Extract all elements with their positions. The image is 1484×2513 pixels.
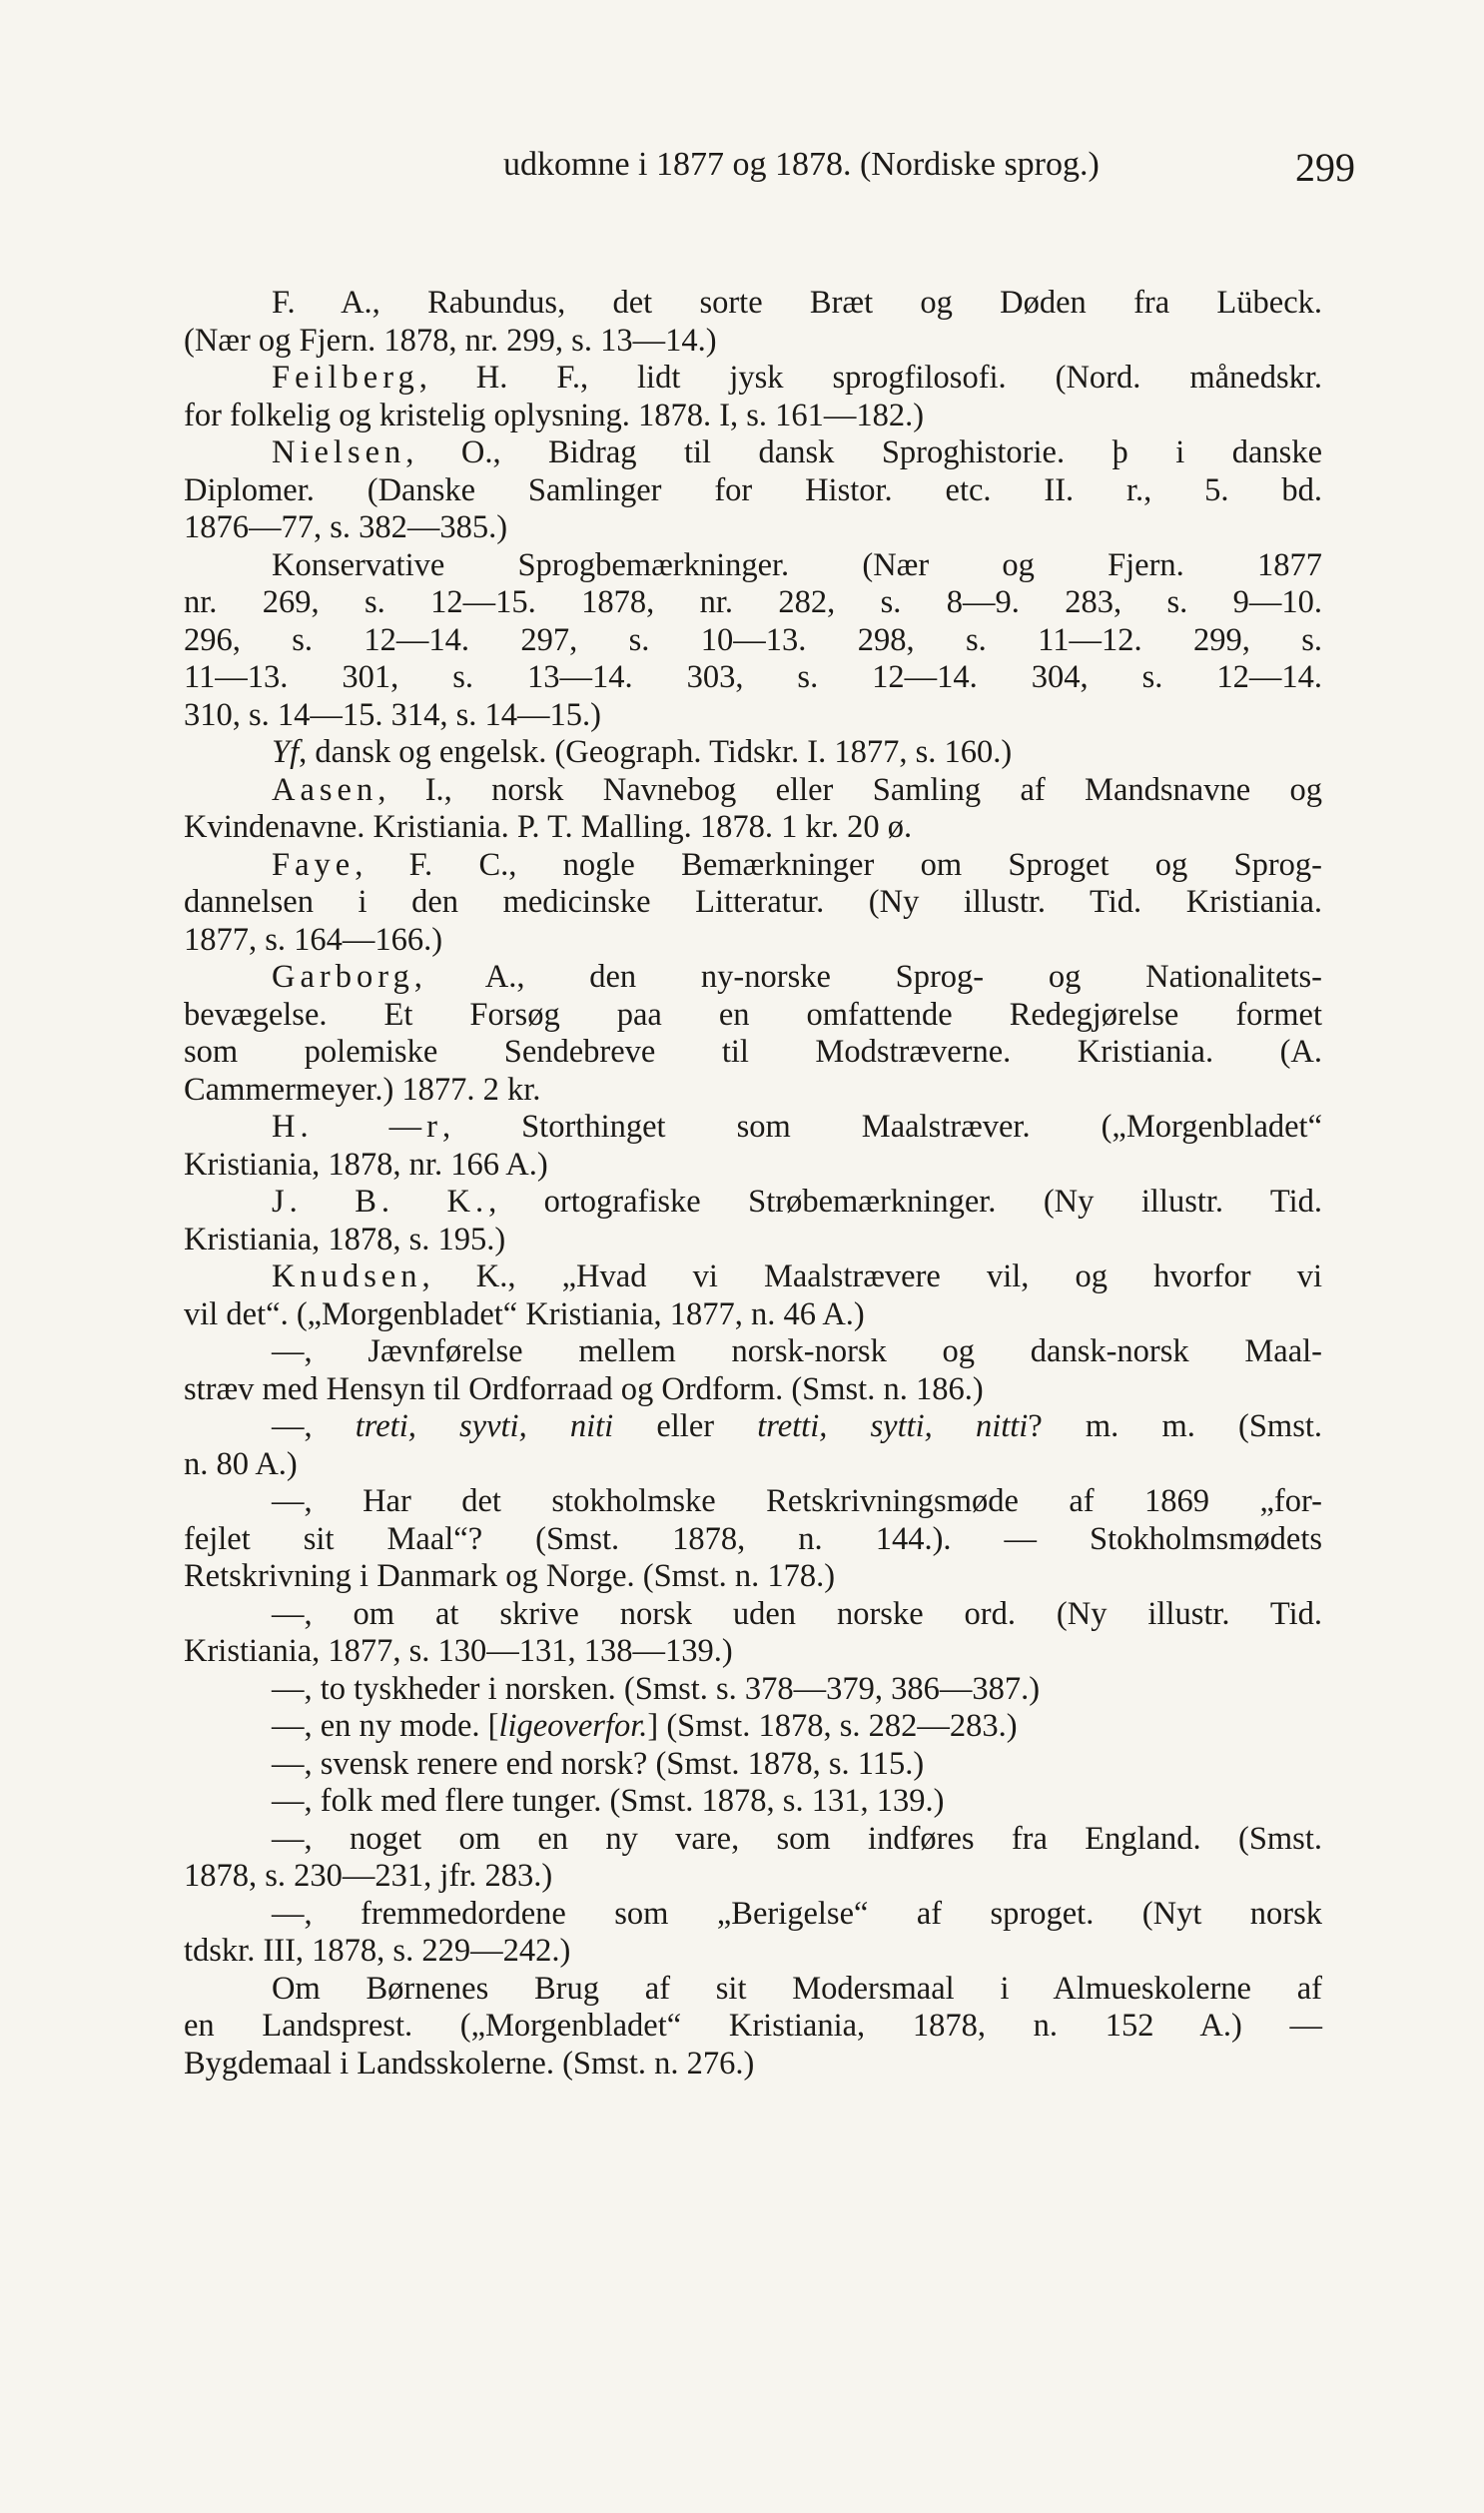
text-line (184, 1596, 1322, 1634)
text-line (184, 1558, 1322, 1596)
text-segment: Kvindenavne. Kristiania. P. T. Malling. 1878. 1 kr. 20 ø. (184, 809, 913, 845)
text-line (184, 323, 1322, 361)
text-segment: —, svensk renere end norsk? (Smst. 1878, s. 115.) (272, 1745, 925, 1782)
text-segment: 1876—77, s. 382—385.) (184, 509, 508, 545)
text-segment: , F. C., nogle Bemærkninger om Sproget og Sprog- (355, 846, 1322, 883)
text-segment: 1877, s. 164—166.) (184, 921, 443, 958)
text-line (184, 922, 1322, 960)
text-segment: fejlet sit Maal“? (Smst. 1878, n. 144.). — Stokholmsmødets (184, 1520, 1322, 1557)
text-segment: —, en ny mode. [ (272, 1708, 499, 1744)
text-segment: vil det“. („Morgenbladet“ Kristiania, 1877, n. 46 A.) (184, 1295, 865, 1332)
page-header (184, 146, 1355, 202)
text-segment: —, Har det stokholmske Retskrivningsmøde af 1869 „for- (272, 1483, 1322, 1519)
text-segment: Om Børnenes Brug af sit Modersmaal i Almueskolerne af (272, 1970, 1322, 2007)
text-segment: —, (272, 1408, 356, 1444)
text-segment: , dansk og engelsk. (Geograph. Tidskr. I. 1877, s. 160.) (299, 734, 1013, 770)
text-line (184, 1446, 1322, 1484)
text-line (184, 1521, 1322, 1559)
text-segment: Kristiania, 1878, nr. 166 A.) (184, 1146, 548, 1183)
author-name: Garborg (272, 959, 414, 995)
text-segment: 11—13. 301, s. 13—14. 303, s. 12—14. 304, s. 12—14. (184, 659, 1322, 695)
text-line (184, 997, 1322, 1035)
text-line (184, 360, 1322, 398)
author-name: Aasen (272, 771, 378, 808)
text-segment: nr. 269, s. 12—15. 1878, nr. 282, s. 8—9. 283, s. 9—10. (184, 584, 1322, 620)
text-segment: —, fremmedordene som „Berigelse“ af sproget. (Nyt norsk (272, 1895, 1322, 1932)
page-number: 299 (1295, 145, 1355, 190)
text-segment: Bygdemaal i Landsskolerne. (Smst. n. 276.) (184, 2045, 755, 2082)
text-line (184, 1258, 1322, 1296)
text-line (184, 1371, 1322, 1409)
author-name: Nielsen (272, 434, 406, 470)
text-segment: som polemiske Sendebreve til Modstræverne. Kristiania. (A. (184, 1034, 1322, 1070)
text-segment: Diplomer. (Danske Samlinger for Histor. etc. II. r., 5. bd. (184, 471, 1322, 508)
text-line (184, 509, 1322, 547)
text-line (184, 847, 1322, 885)
text-line (184, 1333, 1322, 1371)
text-line (184, 1971, 1322, 2009)
text-segment: eller (613, 1408, 758, 1444)
text-line (184, 1483, 1322, 1521)
text-segment: 296, s. 12—14. 297, s. 10—13. 298, s. 11—12. 299, s. (184, 621, 1322, 658)
text-segment: (Nær og Fjern. 1878, nr. 299, s. 13—14.) (184, 322, 717, 359)
text-line (184, 1147, 1322, 1185)
text-line (184, 1222, 1322, 1259)
text-segment: Kristiania, 1877, s. 130—131, 138—139.) (184, 1633, 733, 1669)
text-segment: 310, s. 14—15. 314, s. 14—15.) (184, 696, 601, 733)
text-line (184, 398, 1322, 435)
text-segment: ] (Smst. 1878, s. 282—283.) (647, 1708, 1018, 1744)
text-line (184, 584, 1322, 622)
text-line (184, 734, 1322, 772)
text-segment: , H. F., lidt jysk sprogfilosofi. (Nord. månedskr. (418, 360, 1322, 396)
text-segment: , I., norsk Navnebog eller Samling af Mandsnavne og (377, 771, 1322, 808)
running-title: udkomne i 1877 og 1878. (Nordiske sprog.) (503, 146, 1100, 183)
text-segment: stræv med Hensyn til Ordforraad og Ordform. (Smst. n. 186.) (184, 1370, 984, 1407)
text-segment: Cammermeyer.) 1877. 2 kr. (184, 1071, 541, 1108)
text-line (184, 1746, 1322, 1784)
text-segment: tdskr. III, 1878, s. 229—242.) (184, 1933, 571, 1969)
italic-text: ligeoverfor. (498, 1708, 648, 1744)
text-line (184, 884, 1322, 922)
text-line (184, 1896, 1322, 1934)
text-segment: Retskrivning i Danmark og Norge. (Smst. n. 178.) (184, 1558, 836, 1594)
italic-text: tretti, sytti, nitti (757, 1408, 1029, 1444)
text-segment: for folkelig og kristelig oplysning. 1878. I, s. 161—182.) (184, 397, 925, 433)
text-line (184, 1034, 1322, 1072)
text-segment: Konservative Sprogbemærkninger. (Nær og Fjern. 1877 (272, 546, 1322, 583)
text-line (184, 1633, 1322, 1671)
text-line (184, 1184, 1322, 1222)
text-line (184, 1933, 1322, 1971)
text-segment: , K., „Hvad vi Maalstrævere vil, og hvorfor vi (421, 1258, 1322, 1294)
text-line (184, 622, 1322, 660)
text-line (184, 772, 1322, 810)
text-line (184, 1821, 1322, 1859)
text-segment: , A., den ny-norske Sprog- og Nationalitets- (413, 959, 1322, 995)
text-segment: —, Jævnførelse mellem norsk-norsk og dansk-norsk Maal- (272, 1333, 1322, 1369)
text-segment: —, folk med flere tunger. (Smst. 1878, s. 131, 139.) (272, 1783, 945, 1819)
text-line (184, 1783, 1322, 1821)
text-segment: dannelsen i den medicinske Litteratur. (Ny illustr. Tid. Kristiania. (184, 884, 1322, 920)
text-line (184, 697, 1322, 735)
text-line (184, 547, 1322, 585)
text-segment: , ortografiske Strøbemærkninger. (Ny illustr. Tid. (488, 1184, 1323, 1220)
text-segment: ? m. m. (Smst. (1028, 1408, 1323, 1444)
text-line (184, 1072, 1322, 1110)
text-segment: Kristiania, 1878, s. 195.) (184, 1221, 506, 1257)
text-line (184, 434, 1322, 472)
text-line (184, 472, 1322, 510)
text-line (184, 1296, 1322, 1334)
text-line (184, 1109, 1322, 1147)
italic-text: treti, syvti, niti (355, 1408, 614, 1444)
text-line (184, 285, 1322, 323)
text-line (184, 809, 1322, 847)
text-segment: —, to tyskheder i norsken. (Smst. s. 378—379, 386—387.) (272, 1670, 1041, 1707)
author-name: Feilberg (272, 360, 419, 396)
text-line (184, 2046, 1322, 2084)
text-line (184, 2008, 1322, 2046)
text-line (184, 1671, 1322, 1709)
author-name: Faye (272, 846, 356, 883)
text-segment: , O., Bidrag til dansk Sproghistorie. þ i danske (405, 434, 1322, 470)
text-line (184, 1708, 1322, 1746)
text-line (184, 1408, 1322, 1446)
text-line (184, 659, 1322, 697)
text-line (184, 1858, 1322, 1896)
bibliography-text (184, 285, 1322, 2083)
italic-text: Yf (272, 734, 300, 770)
text-line (184, 959, 1322, 997)
author-name: Knudsen (272, 1258, 422, 1294)
text-segment: en Landsprest. („Morgenbladet“ Kristiania, 1878, n. 152 A.) — (184, 2008, 1322, 2044)
text-segment: —, om at skrive norsk uden norske ord. (Ny illustr. Tid. (272, 1595, 1322, 1632)
text-segment: , Storthinget som Maalstræver. („Morgenbladet“ (441, 1109, 1322, 1145)
author-name: H. —r (272, 1109, 442, 1145)
author-name: J. B. K. (272, 1184, 489, 1220)
text-segment: n. 80 A.) (184, 1445, 298, 1482)
text-segment: F. A., Rabundus, det sorte Bræt og Døden fra Lübeck. (272, 285, 1322, 321)
text-segment: bevægelse. Et Forsøg paa en omfattende Redegjørelse formet (184, 996, 1322, 1033)
text-segment: —, noget om en ny vare, som indføres fra England. (Smst. (272, 1820, 1322, 1857)
text-segment: 1878, s. 230—231, jfr. 283.) (184, 1858, 553, 1894)
